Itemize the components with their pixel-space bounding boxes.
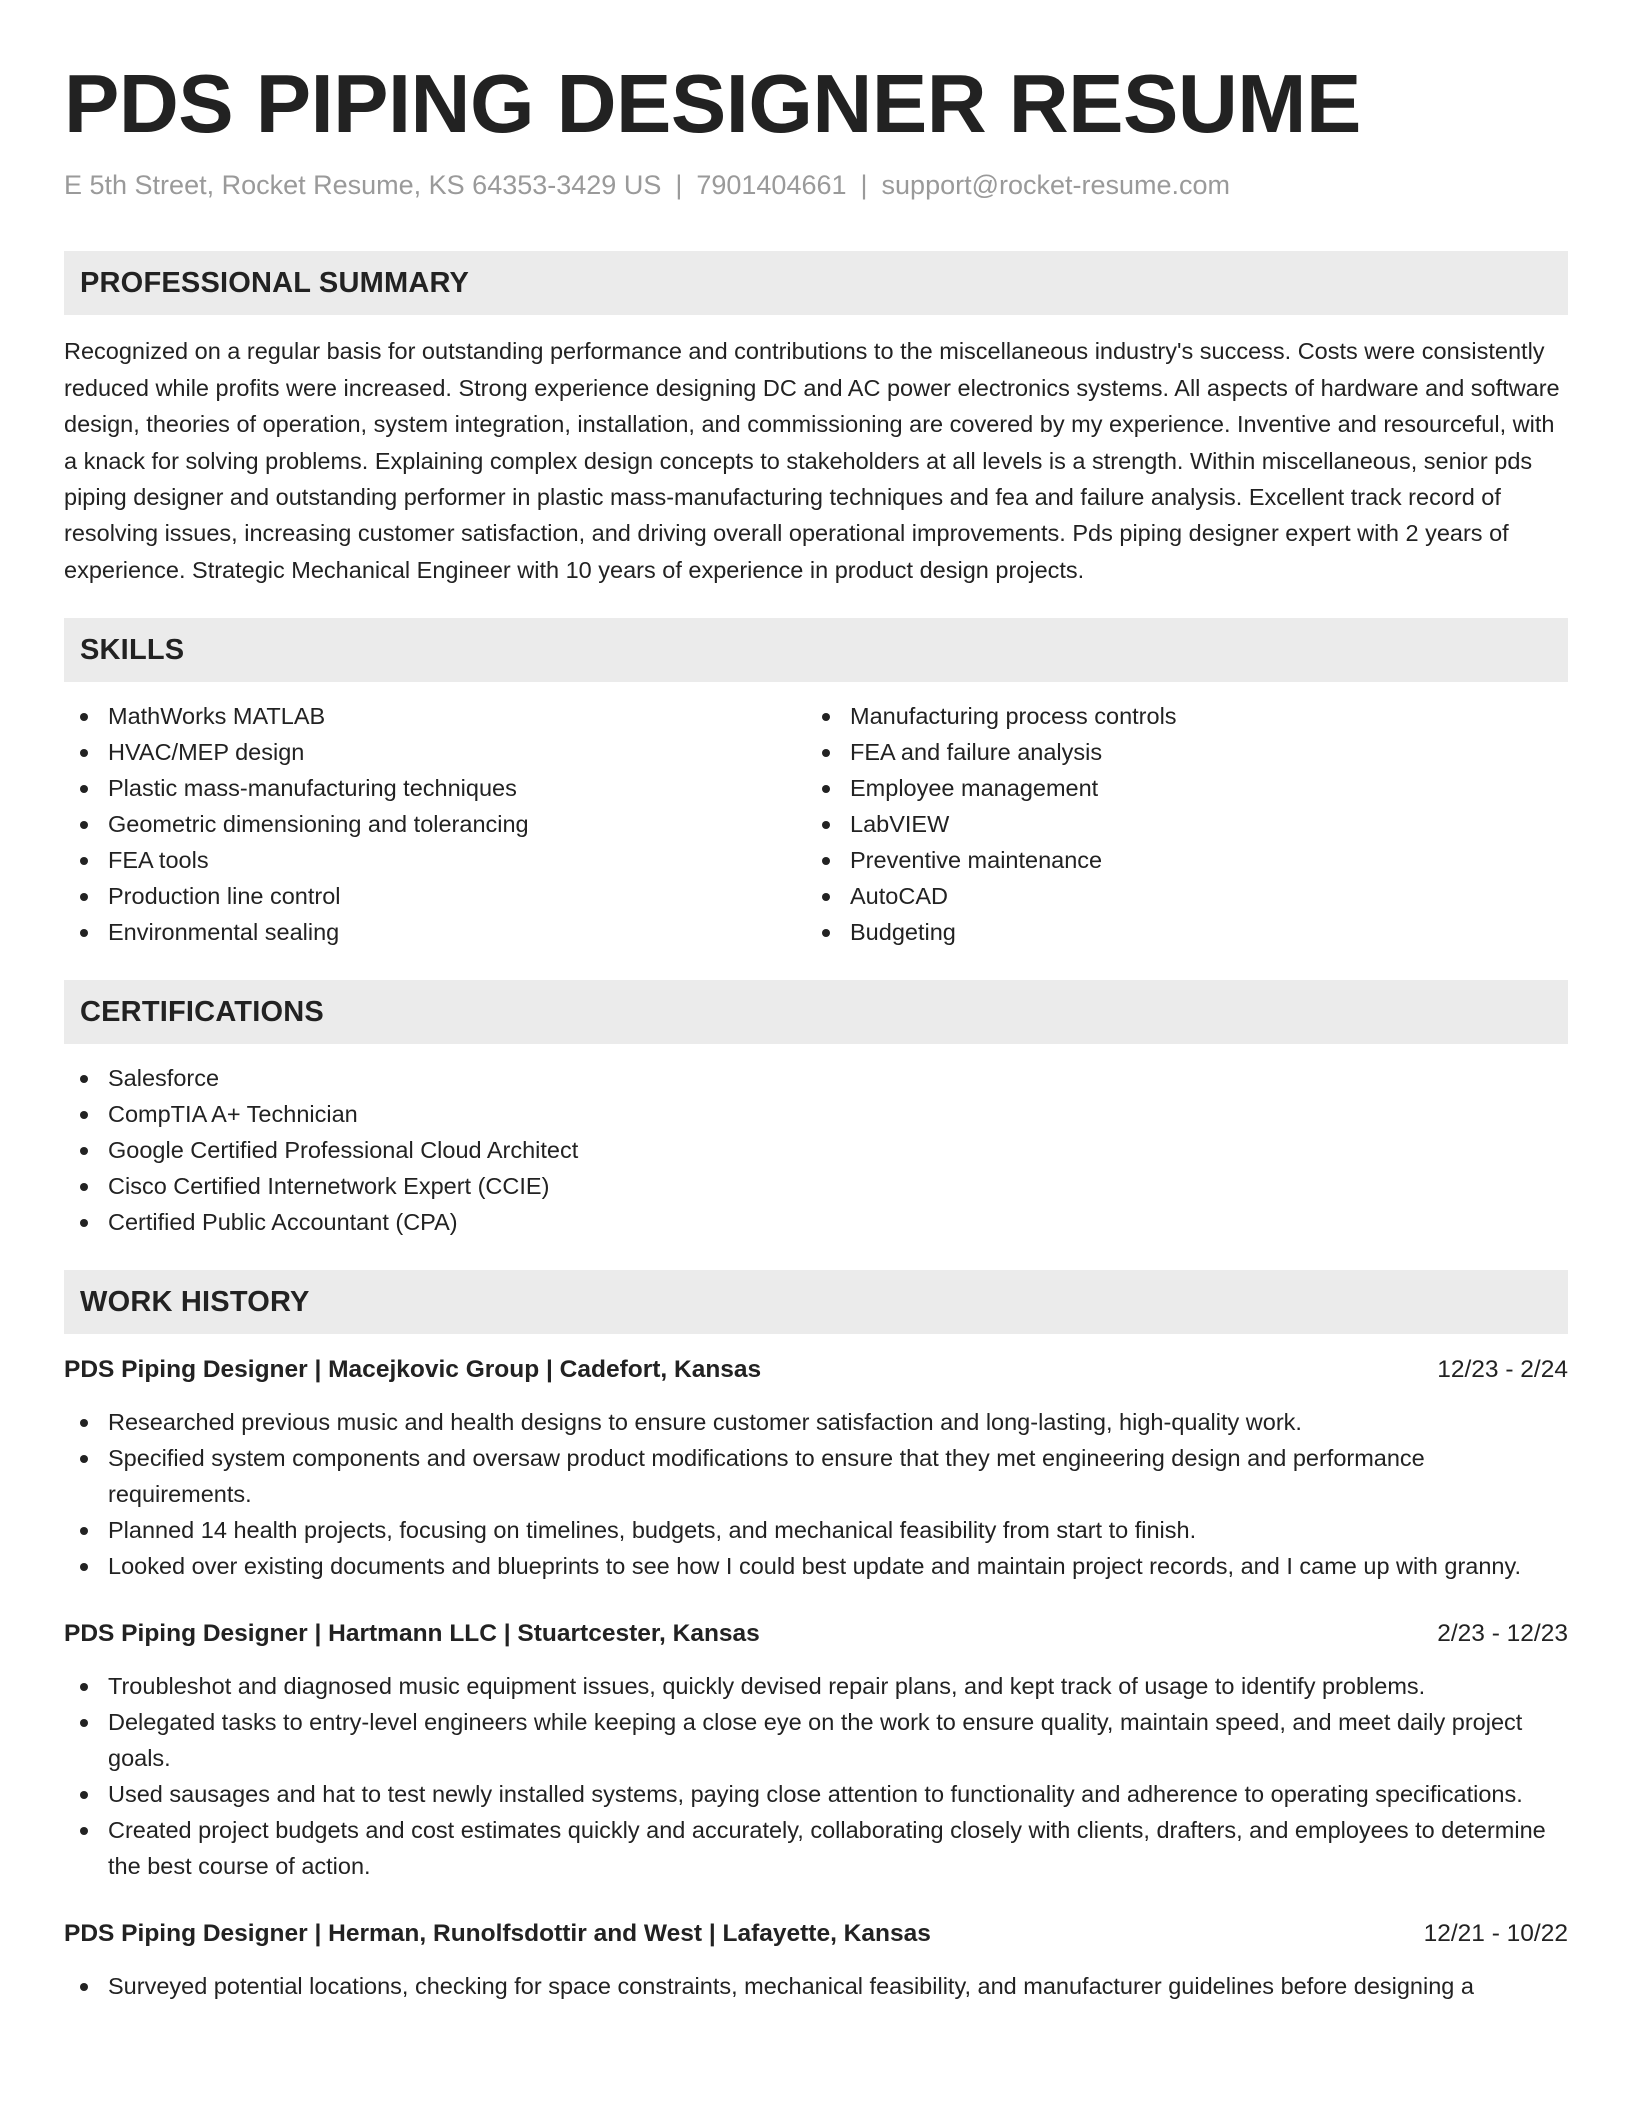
- job-heading-row: [64, 1354, 1568, 1386]
- job-heading-row: [64, 1618, 1568, 1650]
- skill-item: Budgeting: [806, 914, 1548, 950]
- job-entry: [64, 1354, 1568, 1584]
- skill-item: LabVIEW: [806, 806, 1548, 842]
- job-bullet-list: [64, 1404, 1568, 1584]
- job-dates: 2/23 - 12/23: [1437, 1620, 1568, 1648]
- job-bullet: Surveyed potential locations, checking for space constraints, mechanical feasibility, and manufacturer guidelines before designing a: [64, 1968, 1568, 2004]
- job-entry: [64, 1918, 1568, 2004]
- skill-item: Environmental sealing: [64, 914, 806, 950]
- skill-item: Preventive maintenance: [806, 842, 1548, 878]
- skill-item: FEA and failure analysis: [806, 734, 1548, 770]
- job-dates: 12/23 - 2/24: [1437, 1356, 1568, 1384]
- skill-item: Plastic mass-manufacturing techniques: [64, 770, 806, 806]
- job-heading: PDS Piping Designer | Herman, Runolfsdottir and West | Lafayette, Kansas: [64, 1920, 931, 1948]
- skills-grid: [64, 698, 1568, 950]
- contact-separator: |: [675, 170, 683, 200]
- certification-item: Certified Public Accountant (CPA): [64, 1204, 1568, 1240]
- job-heading: PDS Piping Designer | Hartmann LLC | Stuartcester, Kansas: [64, 1620, 760, 1648]
- job-bullet: Planned 14 health projects, focusing on timelines, budgets, and mechanical feasibility from start to finish.: [64, 1512, 1568, 1548]
- contact-email: support@rocket-resume.com: [881, 170, 1231, 200]
- skill-item: FEA tools: [64, 842, 806, 878]
- job-heading: PDS Piping Designer | Macejkovic Group | Cadefort, Kansas: [64, 1356, 762, 1384]
- summary-text: Recognized on a regular basis for outstanding performance and contributions to the miscellaneous industry's success. Costs were consistently reduced while profits were increased. Strong experience designing DC and AC power electronics systems. All aspects of hardware and software design, theories of operation, system integration, installation, and commissioning are covered by my experience. Inventive and resourceful, with a knack for solving problems. Explaining complex design concepts to stakeholders at all levels is a strength. Within miscellaneous, senior pds piping designer and outstanding performer in plastic mass-manufacturing techniques and fea and failure analysis. Excellent track record of resolving issues, increasing customer satisfaction, and driving overall operational improvements. Pds piping designer expert with 2 years of experience. Strategic Mechanical Engineer with 10 years of experience in product design projects.: [64, 338, 1560, 583]
- skill-item: Production line control: [64, 878, 806, 914]
- certifications-list: [64, 1060, 1568, 1240]
- job-heading-row: [64, 1918, 1568, 1950]
- job-bullet-list: [64, 1968, 1568, 2004]
- skills-list-right: [806, 698, 1548, 950]
- skills-list-left: [64, 698, 806, 950]
- section-header-summary: PROFESSIONAL SUMMARY: [64, 251, 1568, 315]
- job-bullet: Used sausages and hat to test newly installed systems, paying close attention to functionality and adherence to operating specifications.: [64, 1776, 1568, 1812]
- job-bullet: Looked over existing documents and blueprints to see how I could best update and maintain project records, and I came up with granny.: [64, 1548, 1568, 1584]
- skill-item: HVAC/MEP design: [64, 734, 806, 770]
- contact-address: E 5th Street, Rocket Resume, KS 64353-3429 US: [64, 170, 662, 200]
- skill-item: Manufacturing process controls: [806, 698, 1548, 734]
- skill-item: AutoCAD: [806, 878, 1548, 914]
- job-bullet-list: [64, 1668, 1568, 1884]
- contact-phone: 7901404661: [696, 170, 847, 200]
- job-bullet: Created project budgets and cost estimates quickly and accurately, collaborating closely with clients, drafters, and employees to determine the best course of action.: [64, 1812, 1568, 1884]
- job-bullet: Troubleshot and diagnosed music equipment issues, quickly devised repair plans, and kept track of usage to identify problems.: [64, 1668, 1568, 1704]
- section-header-work-history: WORK HISTORY: [64, 1270, 1568, 1334]
- job-bullet: Delegated tasks to entry-level engineers while keeping a close eye on the work to ensure quality, maintain speed, and meet daily project goals.: [64, 1704, 1568, 1776]
- job-bullet: Researched previous music and health designs to ensure customer satisfaction and long-lasting, high-quality work.: [64, 1404, 1568, 1440]
- job-entry: [64, 1618, 1568, 1884]
- skill-item: Employee management: [806, 770, 1548, 806]
- certification-item: Salesforce: [64, 1060, 1568, 1096]
- skill-item: MathWorks MATLAB: [64, 698, 806, 734]
- certification-item: Cisco Certified Internetwork Expert (CCIE): [64, 1168, 1568, 1204]
- section-header-certifications: CERTIFICATIONS: [64, 980, 1568, 1044]
- job-dates: 12/21 - 10/22: [1423, 1920, 1568, 1948]
- certification-item: Google Certified Professional Cloud Architect: [64, 1132, 1568, 1168]
- contact-line: [64, 169, 1568, 201]
- contact-separator: |: [860, 170, 868, 200]
- job-bullet: Specified system components and oversaw product modifications to ensure that they met engineering design and performance requirements.: [64, 1440, 1568, 1512]
- section-header-skills: SKILLS: [64, 618, 1568, 682]
- resume-title: PDS PIPING DESIGNER RESUME: [64, 57, 1361, 150]
- skill-item: Geometric dimensioning and tolerancing: [64, 806, 806, 842]
- certification-item: CompTIA A+ Technician: [64, 1096, 1568, 1132]
